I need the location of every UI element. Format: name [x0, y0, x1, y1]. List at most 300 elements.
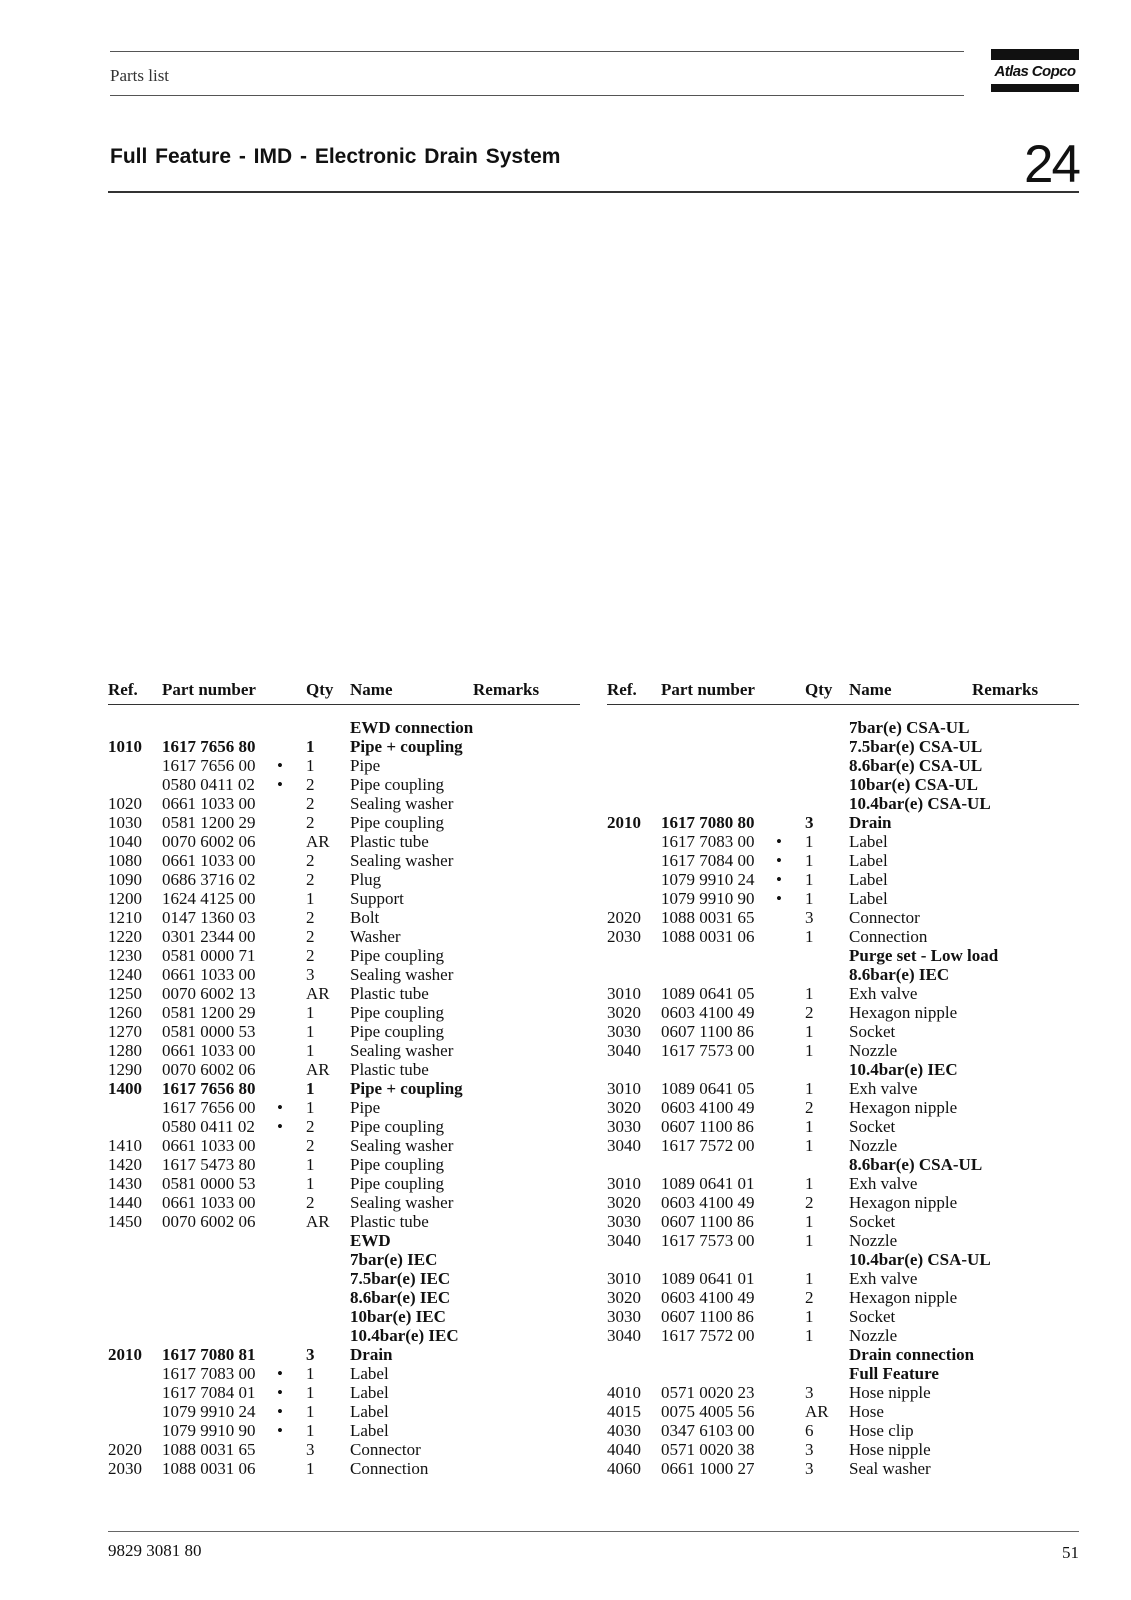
name-cell: Socket: [849, 1307, 896, 1326]
table-row: [607, 984, 1079, 1003]
table-row: [108, 1136, 580, 1155]
table-row: [607, 1117, 1079, 1136]
name-cell: 7.5bar(e) CSA-UL: [849, 737, 983, 756]
table-row: [108, 946, 580, 965]
part-number-cell: 1088 0031 06: [162, 1459, 256, 1478]
name-cell: Label: [849, 870, 888, 889]
sub-item-bullet: •: [776, 889, 782, 908]
qty-cell: 1: [306, 1421, 315, 1440]
name-cell: Drain connection: [849, 1345, 975, 1364]
qty-cell: 2: [306, 813, 315, 832]
table-row: [607, 1041, 1079, 1060]
table-row: [108, 1421, 580, 1440]
part-number-cell: 1089 0641 05: [661, 984, 755, 1003]
table-row: [108, 794, 580, 813]
qty-cell: 2: [306, 775, 315, 794]
table-row: [108, 718, 580, 737]
name-cell: Nozzle: [849, 1231, 898, 1250]
name-cell: Pipe coupling: [350, 813, 444, 832]
name-cell: Connection: [350, 1459, 429, 1478]
qty-cell: 1: [805, 1231, 814, 1250]
footer-rule: [108, 1531, 1079, 1532]
table-row: [108, 984, 580, 1003]
ref-cell: 4030: [607, 1421, 641, 1440]
chapter-number: 24: [1024, 135, 1079, 194]
table-row: [108, 1231, 580, 1250]
column-header-remarks: Remarks: [972, 680, 1039, 699]
qty-cell: 1: [306, 1459, 315, 1478]
qty-cell: 1: [805, 1117, 814, 1136]
ref-cell: 1440: [108, 1193, 142, 1212]
part-number-cell: 0147 1360 03: [162, 908, 256, 927]
part-number-cell: 0603 4100 49: [661, 1288, 755, 1307]
ref-cell: 2010: [607, 813, 641, 832]
name-cell: Sealing washer: [350, 851, 454, 870]
ref-cell: 3030: [607, 1307, 641, 1326]
name-cell: Washer: [350, 927, 401, 946]
table-row: [607, 908, 1079, 927]
part-number-cell: 0581 0000 53: [162, 1174, 256, 1193]
table-row: [607, 1155, 1079, 1174]
table-row: [108, 908, 580, 927]
part-number-cell: 0603 4100 49: [661, 1193, 755, 1212]
document-number: 9829 3081 80: [108, 1541, 202, 1560]
name-cell: Sealing washer: [350, 1193, 454, 1212]
title-rule: [108, 191, 1079, 193]
part-number-cell: 0661 1000 27: [661, 1459, 755, 1478]
table-row: [108, 1345, 580, 1364]
name-cell: Connection: [849, 927, 928, 946]
part-number-cell: 1089 0641 01: [661, 1174, 755, 1193]
ref-cell: 3030: [607, 1117, 641, 1136]
name-cell: Nozzle: [849, 1326, 898, 1345]
table-row: [607, 1440, 1079, 1459]
ref-cell: 3040: [607, 1231, 641, 1250]
table-row: [108, 1383, 580, 1402]
part-number-cell: 1089 0641 01: [661, 1269, 755, 1288]
ref-cell: 1020: [108, 794, 142, 813]
qty-cell: 1: [805, 1269, 814, 1288]
qty-cell: 3: [805, 908, 814, 927]
ref-cell: 3010: [607, 1174, 641, 1193]
section-label: Parts list: [110, 66, 170, 85]
name-cell: Purge set - Low load: [849, 946, 999, 965]
logo-text: Atlas Copco: [994, 63, 1076, 80]
column-header-name: Name: [849, 680, 892, 699]
name-cell: Hexagon nipple: [849, 1193, 958, 1212]
name-cell: Hose nipple: [849, 1383, 931, 1402]
name-cell: 10bar(e) IEC: [350, 1307, 446, 1326]
ref-cell: 3020: [607, 1193, 641, 1212]
table-row: [108, 1250, 580, 1269]
qty-cell: 2: [306, 1117, 315, 1136]
part-number-cell: 1088 0031 06: [661, 927, 755, 946]
part-number-cell: 1617 7084 00: [661, 851, 755, 870]
ref-cell: 2020: [607, 908, 641, 927]
name-cell: Label: [350, 1421, 389, 1440]
name-cell: 7.5bar(e) IEC: [350, 1269, 451, 1288]
part-number-cell: 0581 1200 29: [162, 1003, 256, 1022]
part-number-cell: 1079 9910 90: [661, 889, 755, 908]
table-row: [607, 1231, 1079, 1250]
name-cell: 7bar(e) CSA-UL: [849, 718, 970, 737]
ref-cell: 3040: [607, 1326, 641, 1345]
ref-cell: 1260: [108, 1003, 142, 1022]
table-row: [108, 832, 580, 851]
name-cell: Hose clip: [849, 1421, 914, 1440]
table-row: [108, 1212, 580, 1231]
name-cell: Pipe coupling: [350, 1022, 444, 1041]
name-cell: 8.6bar(e) CSA-UL: [849, 1155, 983, 1174]
part-number-cell: 1617 7572 00: [661, 1326, 755, 1345]
column-header-name: Name: [350, 680, 393, 699]
table-row: [108, 737, 580, 756]
qty-cell: 6: [805, 1421, 814, 1440]
part-number-cell: 1617 7573 00: [661, 1231, 755, 1250]
table-row: [607, 756, 1079, 775]
name-cell: 10bar(e) CSA-UL: [849, 775, 978, 794]
sub-item-bullet: •: [277, 1383, 283, 1402]
qty-cell: 2: [805, 1288, 814, 1307]
qty-cell: 1: [805, 1022, 814, 1041]
qty-cell: AR: [306, 1212, 330, 1231]
name-cell: Sealing washer: [350, 1041, 454, 1060]
table-row: [108, 1098, 580, 1117]
ref-cell: 1030: [108, 813, 142, 832]
ref-cell: 1410: [108, 1136, 142, 1155]
qty-cell: 2: [306, 1136, 315, 1155]
qty-cell: 3: [805, 813, 814, 832]
ref-cell: 3030: [607, 1212, 641, 1231]
name-cell: 8.6bar(e) IEC: [849, 965, 950, 984]
sub-item-bullet: •: [277, 775, 283, 794]
table-row: [108, 870, 580, 889]
qty-cell: 1: [306, 756, 315, 775]
part-number-cell: 1617 7080 81: [162, 1345, 256, 1364]
qty-cell: 2: [805, 1098, 814, 1117]
qty-cell: 1: [805, 1307, 814, 1326]
part-number-cell: 1617 7656 80: [162, 737, 256, 756]
part-number-cell: 0603 4100 49: [661, 1003, 755, 1022]
table-row: [607, 1326, 1079, 1345]
ref-cell: 4060: [607, 1459, 641, 1478]
ref-cell: 1420: [108, 1155, 142, 1174]
table-row: [607, 889, 1079, 908]
table-body: [607, 705, 1079, 1478]
name-cell: Pipe: [350, 756, 381, 775]
name-cell: Drain: [849, 813, 892, 832]
qty-cell: 1: [805, 1041, 814, 1060]
name-cell: Bolt: [350, 908, 380, 927]
table-row: [108, 1041, 580, 1060]
part-number-cell: 1624 4125 00: [162, 889, 256, 908]
table-row: [607, 718, 1079, 737]
column-header-remarks: Remarks: [473, 680, 540, 699]
ref-cell: 1290: [108, 1060, 142, 1079]
ref-cell: 4040: [607, 1440, 641, 1459]
column-header-ref: Ref.: [108, 680, 138, 699]
qty-cell: 1: [805, 927, 814, 946]
qty-cell: 3: [306, 1345, 315, 1364]
table-row: [607, 1383, 1079, 1402]
qty-cell: AR: [306, 832, 330, 851]
name-cell: Pipe coupling: [350, 1174, 444, 1193]
name-cell: Sealing washer: [350, 794, 454, 813]
table-row: [108, 1288, 580, 1307]
part-number-cell: 1617 7656 00: [162, 1098, 256, 1117]
ref-cell: 1010: [108, 737, 142, 756]
name-cell: Label: [350, 1383, 389, 1402]
table-row: [607, 946, 1079, 965]
sub-item-bullet: •: [277, 1364, 283, 1383]
table-row: [108, 1307, 580, 1326]
name-cell: Exh valve: [849, 1174, 918, 1193]
table-row: [607, 1212, 1079, 1231]
table-row: [108, 1364, 580, 1383]
qty-cell: 1: [805, 984, 814, 1003]
table-row: [607, 737, 1079, 756]
ref-cell: 1240: [108, 965, 142, 984]
page-title: Full Feature - IMD - Electronic Drain System: [110, 145, 561, 168]
qty-cell: 1: [306, 1155, 315, 1174]
name-cell: Plastic tube: [350, 1060, 429, 1079]
part-number-cell: 0581 1200 29: [162, 813, 256, 832]
table-header: [108, 680, 580, 705]
name-cell: Exh valve: [849, 1079, 918, 1098]
table-row: [607, 1060, 1079, 1079]
ref-cell: 1280: [108, 1041, 142, 1060]
name-cell: Hexagon nipple: [849, 1003, 958, 1022]
qty-cell: AR: [805, 1402, 829, 1421]
part-number-cell: 0607 1100 86: [661, 1117, 754, 1136]
qty-cell: 1: [805, 889, 814, 908]
qty-cell: AR: [306, 1060, 330, 1079]
ref-cell: 1220: [108, 927, 142, 946]
ref-cell: 1230: [108, 946, 142, 965]
ref-cell: 3020: [607, 1288, 641, 1307]
name-cell: Connector: [350, 1440, 421, 1459]
part-number-cell: 1617 7572 00: [661, 1136, 755, 1155]
name-cell: Hose nipple: [849, 1440, 931, 1459]
name-cell: Pipe: [350, 1098, 381, 1117]
name-cell: Seal washer: [849, 1459, 931, 1478]
qty-cell: 2: [306, 908, 315, 927]
ref-cell: 1040: [108, 832, 142, 851]
name-cell: Drain: [350, 1345, 393, 1364]
brand-logo: [991, 49, 1079, 92]
name-cell: Pipe coupling: [350, 775, 444, 794]
table-header: [607, 680, 1079, 705]
table-row: [607, 1421, 1079, 1440]
table-body: [108, 705, 580, 1478]
qty-cell: 1: [805, 1079, 814, 1098]
ref-cell: 4015: [607, 1402, 641, 1421]
table-row: [108, 1117, 580, 1136]
name-cell: Label: [350, 1402, 389, 1421]
qty-cell: 2: [306, 851, 315, 870]
ref-cell: 1450: [108, 1212, 142, 1231]
name-cell: Plastic tube: [350, 1212, 429, 1231]
sub-item-bullet: •: [776, 851, 782, 870]
table-row: [108, 1402, 580, 1421]
ref-cell: 3040: [607, 1136, 641, 1155]
ref-cell: 3040: [607, 1041, 641, 1060]
ref-cell: 4010: [607, 1383, 641, 1402]
qty-cell: 1: [805, 870, 814, 889]
table-row: [108, 1440, 580, 1459]
part-number-cell: 0075 4005 56: [661, 1402, 755, 1421]
column-header-qty: Qty: [306, 680, 334, 699]
table-row: [108, 1193, 580, 1212]
name-cell: Pipe + coupling: [350, 1079, 463, 1098]
table-row: [108, 927, 580, 946]
qty-cell: 1: [805, 1326, 814, 1345]
name-cell: Pipe coupling: [350, 1155, 444, 1174]
qty-cell: 1: [306, 1383, 315, 1402]
name-cell: Nozzle: [849, 1136, 898, 1155]
header-top-rule: [110, 51, 964, 52]
qty-cell: 3: [306, 965, 315, 984]
part-number-cell: 0581 0000 71: [162, 946, 256, 965]
table-row: [108, 1269, 580, 1288]
part-number-cell: 1617 7084 01: [162, 1383, 256, 1402]
logo-bar-bottom: [991, 84, 1079, 92]
table-row: [607, 1402, 1079, 1421]
sub-item-bullet: •: [277, 1117, 283, 1136]
name-cell: Label: [849, 832, 888, 851]
table-row: [108, 851, 580, 870]
table-row: [607, 794, 1079, 813]
name-cell: EWD: [350, 1231, 391, 1250]
table-row: [108, 889, 580, 908]
table-row: [607, 927, 1079, 946]
part-number-cell: 0686 3716 02: [162, 870, 256, 889]
part-number-cell: 0070 6002 13: [162, 984, 256, 1003]
table-row: [607, 851, 1079, 870]
qty-cell: 1: [306, 737, 315, 756]
qty-cell: 1: [805, 851, 814, 870]
part-number-cell: 0571 0020 23: [661, 1383, 755, 1402]
qty-cell: 2: [805, 1003, 814, 1022]
part-number-cell: 0607 1100 86: [661, 1022, 754, 1041]
table-row: [607, 1288, 1079, 1307]
qty-cell: 2: [306, 870, 315, 889]
qty-cell: 1: [306, 1079, 315, 1098]
ref-cell: 3010: [607, 1269, 641, 1288]
part-number-cell: 1617 7080 80: [661, 813, 755, 832]
name-cell: Exh valve: [849, 1269, 918, 1288]
part-number-cell: 0070 6002 06: [162, 832, 256, 851]
table-row: [607, 1174, 1079, 1193]
qty-cell: 2: [306, 927, 315, 946]
ref-cell: 2030: [108, 1459, 142, 1478]
name-cell: Sealing washer: [350, 965, 454, 984]
column-header-part-number: Part number: [661, 680, 755, 699]
part-number-cell: 0301 2344 00: [162, 927, 256, 946]
ref-cell: 1270: [108, 1022, 142, 1041]
table-row: [607, 1250, 1079, 1269]
ref-cell: 3030: [607, 1022, 641, 1041]
table-row: [607, 1193, 1079, 1212]
table-row: [607, 1003, 1079, 1022]
name-cell: Label: [849, 851, 888, 870]
qty-cell: 1: [306, 1098, 315, 1117]
qty-cell: 3: [805, 1383, 814, 1402]
part-number-cell: 0070 6002 06: [162, 1060, 256, 1079]
table-row: [108, 813, 580, 832]
name-cell: 10.4bar(e) CSA-UL: [849, 1250, 991, 1269]
name-cell: Hexagon nipple: [849, 1098, 958, 1117]
qty-cell: 2: [306, 1193, 315, 1212]
table-row: [607, 1459, 1079, 1478]
sub-item-bullet: •: [277, 1098, 283, 1117]
part-number-cell: 0607 1100 86: [661, 1307, 754, 1326]
qty-cell: 1: [805, 1136, 814, 1155]
part-number-cell: 1617 7573 00: [661, 1041, 755, 1060]
column-header-qty: Qty: [805, 680, 833, 699]
qty-cell: 2: [306, 794, 315, 813]
ref-cell: 2010: [108, 1345, 142, 1364]
table-row: [108, 1060, 580, 1079]
table-row: [607, 1136, 1079, 1155]
name-cell: Label: [350, 1364, 389, 1383]
name-cell: 7bar(e) IEC: [350, 1250, 438, 1269]
name-cell: Connector: [849, 908, 920, 927]
qty-cell: 1: [306, 1364, 315, 1383]
table-row: [108, 1079, 580, 1098]
name-cell: Exh valve: [849, 984, 918, 1003]
qty-cell: 2: [805, 1193, 814, 1212]
name-cell: Plastic tube: [350, 832, 429, 851]
name-cell: Pipe coupling: [350, 946, 444, 965]
column-header-ref: Ref.: [607, 680, 637, 699]
name-cell: Pipe coupling: [350, 1003, 444, 1022]
table-row: [108, 965, 580, 984]
name-cell: 8.6bar(e) CSA-UL: [849, 756, 983, 775]
table-row: [108, 1003, 580, 1022]
name-cell: Nozzle: [849, 1041, 898, 1060]
part-number-cell: 0661 1033 00: [162, 1193, 256, 1212]
name-cell: 8.6bar(e) IEC: [350, 1288, 451, 1307]
qty-cell: 3: [805, 1459, 814, 1478]
part-number-cell: 1617 7083 00: [661, 832, 755, 851]
part-number-cell: 1617 5473 80: [162, 1155, 256, 1174]
qty-cell: 1: [306, 1022, 315, 1041]
qty-cell: 1: [306, 1402, 315, 1421]
table-row: [607, 965, 1079, 984]
part-number-cell: 1617 7083 00: [162, 1364, 256, 1383]
table-row: [607, 1022, 1079, 1041]
parts-table-right: [607, 680, 1079, 1478]
name-cell: Pipe coupling: [350, 1117, 444, 1136]
parts-table-left: [108, 680, 580, 1478]
table-row: [108, 1326, 580, 1345]
part-number-cell: 0661 1033 00: [162, 1041, 256, 1060]
ref-cell: 1200: [108, 889, 142, 908]
sub-item-bullet: •: [277, 1402, 283, 1421]
header-bottom-rule: [110, 95, 964, 96]
ref-cell: 3020: [607, 1098, 641, 1117]
name-cell: Pipe + coupling: [350, 737, 463, 756]
part-number-cell: 0571 0020 38: [661, 1440, 755, 1459]
table-row: [607, 813, 1079, 832]
part-number-cell: 0607 1100 86: [661, 1212, 754, 1231]
ref-cell: 2030: [607, 927, 641, 946]
ref-cell: 1400: [108, 1079, 142, 1098]
table-row: [607, 1307, 1079, 1326]
ref-cell: 1250: [108, 984, 142, 1003]
sub-item-bullet: •: [277, 1421, 283, 1440]
